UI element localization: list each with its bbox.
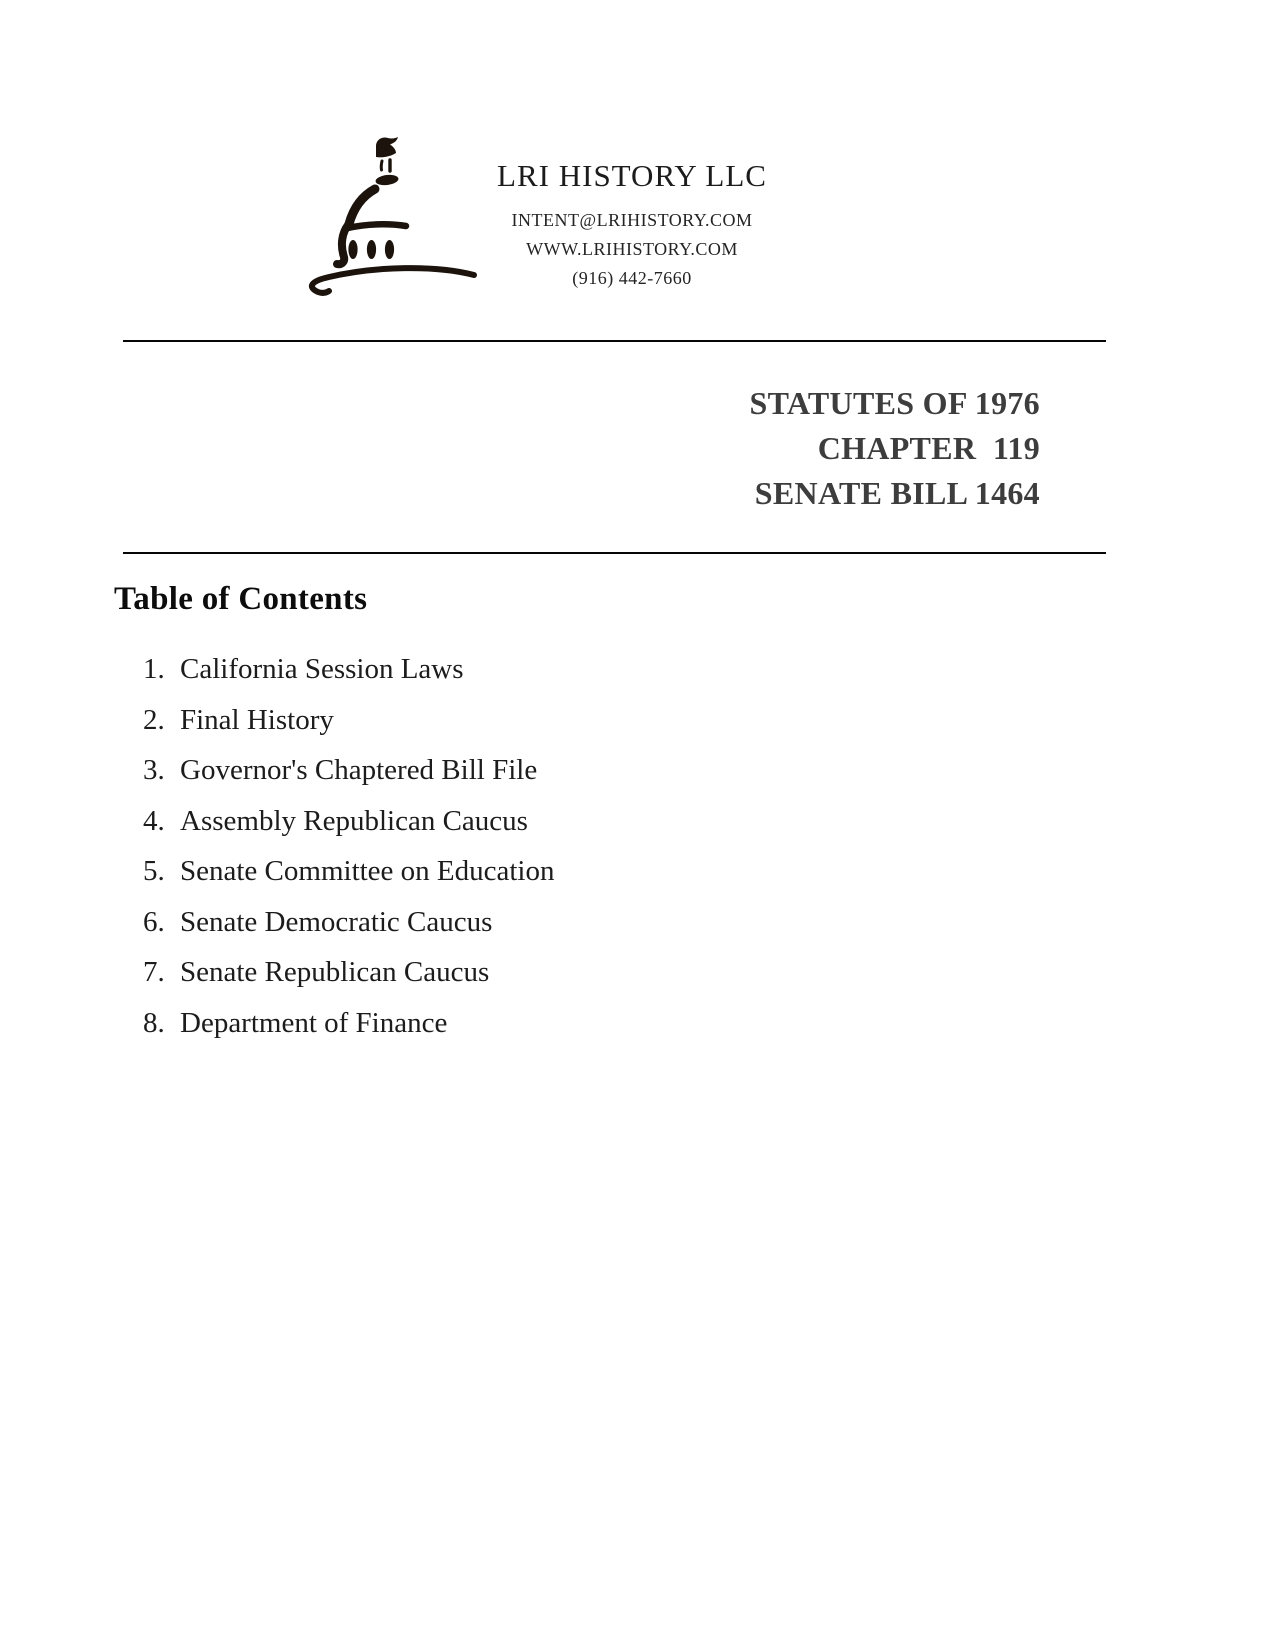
- toc-item-label: Senate Committee on Education: [180, 855, 555, 887]
- toc-item-label: Senate Republican Caucus: [180, 956, 490, 988]
- toc-list: [143, 644, 843, 1048]
- toc-item-number: 2.: [143, 703, 165, 736]
- statutes-heading: [600, 381, 1040, 516]
- website-text: WWW.LRIHISTORY.COM: [526, 239, 738, 259]
- toc-item-label: Department of Finance: [180, 1006, 448, 1039]
- toc-item-label: Senate Democratic Caucus: [180, 905, 493, 938]
- toc-item-number: 3.: [143, 754, 165, 786]
- toc-item: [143, 947, 843, 998]
- company-name: LRI HISTORY LLC: [497, 158, 767, 193]
- statutes-heading-line: SENATE BILL 1464: [754, 475, 1040, 511]
- divider-top: [123, 340, 1106, 342]
- toc-item: [143, 745, 843, 796]
- toc-item-label: Final History: [180, 703, 334, 736]
- toc-item-label: California Session Laws: [180, 653, 464, 685]
- toc-title: Table of Contents: [114, 581, 368, 617]
- statutes-heading-line: STATUTES OF 1976: [749, 385, 1040, 421]
- email-text: INTENT@LRIHISTORY.COM: [511, 210, 753, 230]
- toc-item-number: 1.: [143, 653, 165, 685]
- toc-item-number: 4.: [143, 804, 165, 837]
- toc-item-label: Governor's Chaptered Bill File: [180, 754, 538, 786]
- toc-item: [143, 695, 843, 746]
- phone-text: (916) 442-7660: [572, 268, 692, 288]
- toc-item: [143, 796, 843, 847]
- toc-item-number: 5.: [143, 855, 165, 887]
- toc-item-number: 8.: [143, 1006, 165, 1039]
- toc-item-label: Assembly Republican Caucus: [180, 804, 528, 837]
- toc-item: [143, 998, 843, 1049]
- letterhead: [437, 158, 827, 293]
- statutes-heading-line: CHAPTER 119: [817, 430, 1040, 466]
- toc-item-number: 6.: [143, 905, 165, 938]
- toc-item-number: 7.: [143, 956, 165, 988]
- toc-item: [143, 644, 843, 695]
- toc-item: [143, 846, 843, 897]
- toc-item: [143, 897, 843, 948]
- divider-bottom: [123, 552, 1106, 554]
